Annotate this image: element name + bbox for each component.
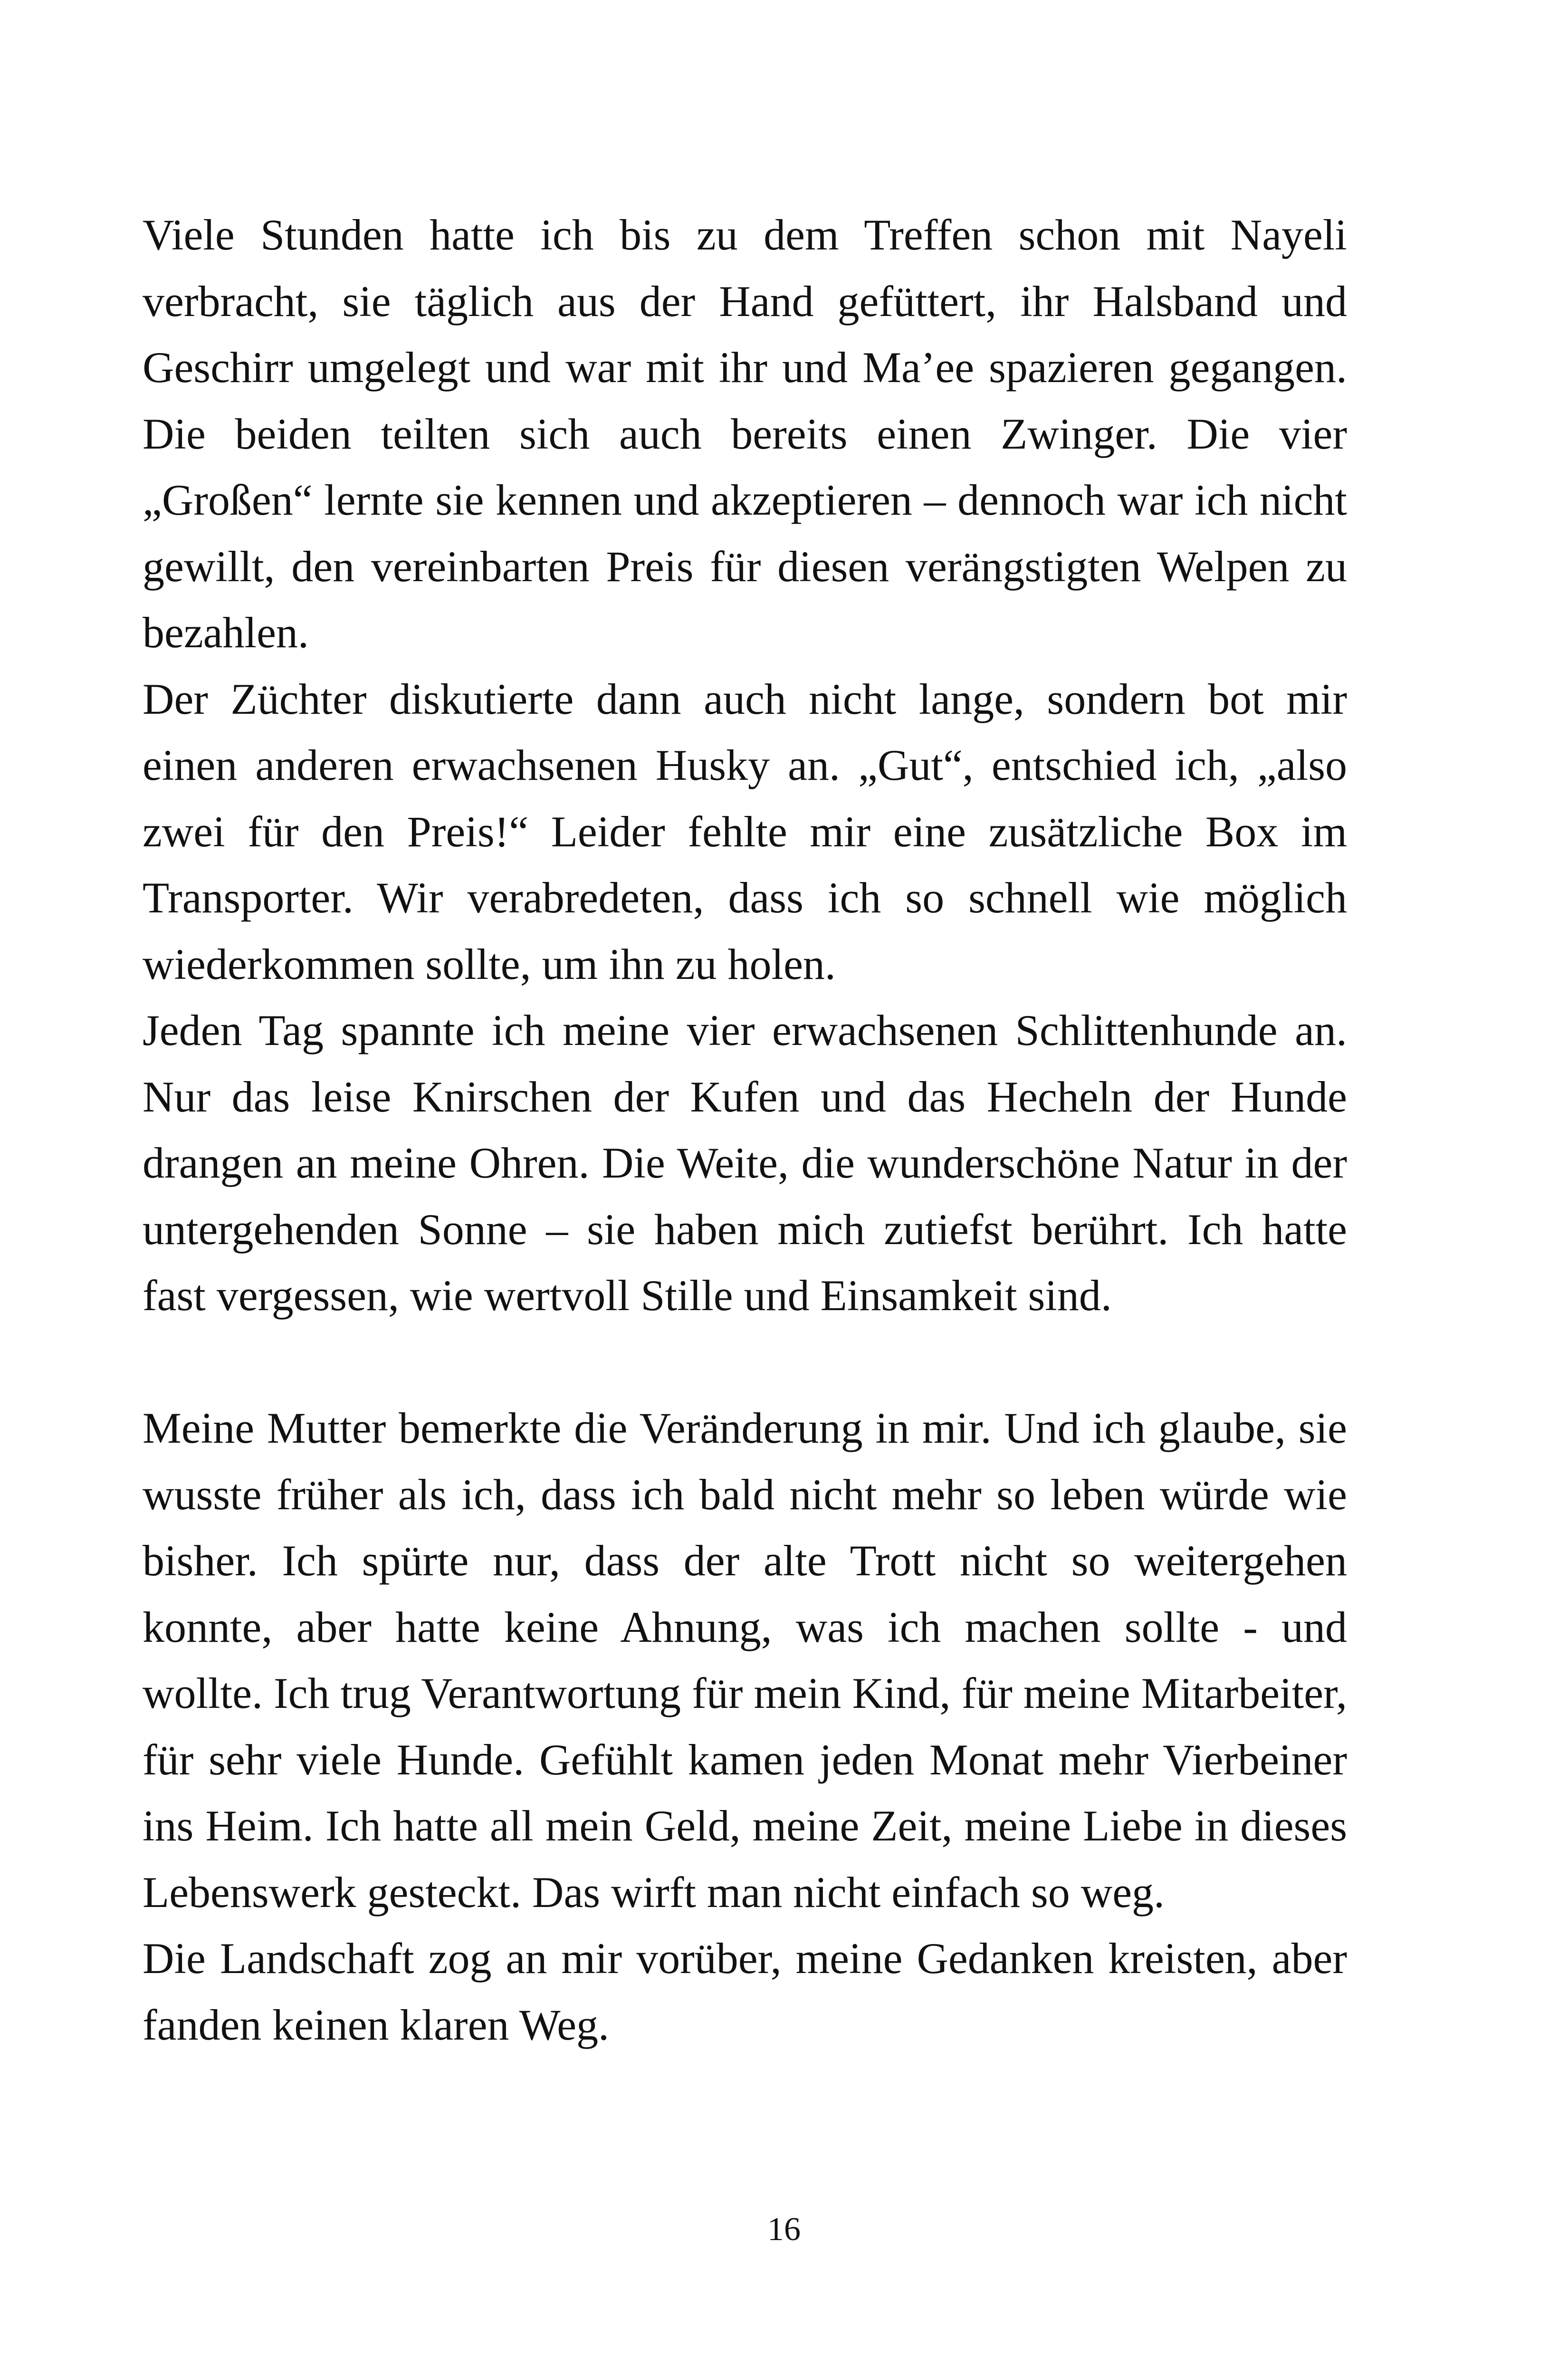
paragraph-3: Jeden Tag spannte ich meine vier erwachsenen Schlittenhunde an. Nur das leise Knirschen der Kufen und das Hecheln der Hunde drangen an meine Ohren. Die Weite, die wunderschöne Natur in der untergehenden Sonne – sie haben mich zutiefst berührt. Ich hatte fast vergessen, wie wertvoll Stille und Einsamkeit sind. — [143, 1006, 1347, 1320]
paragraph-5: Die Landschaft zog an mir vorüber, meine Gedanken kreisten, aber fanden keinen klaren Weg. — [143, 1934, 1347, 2049]
page-number: 16 — [767, 2211, 801, 2248]
paragraph-2: Der Züchter diskutierte dann auch nicht lange, sondern bot mir einen anderen erwachsenen Husky an. „Gut“, entschied ich, „also zwei für den Preis!“ Leider fehlte mir eine zusätzliche Box im Transporter. Wir verabredeten, dass ich so schnell wie möglich wiederkommen sollte, um ihn zu holen. — [143, 674, 1347, 988]
paragraph-4: Meine Mutter bemerkte die Veränderung in mir. Und ich glaube, sie wusste früher als ich, dass ich bald nicht mehr so leben würde wie bisher. Ich spürte nur, dass der alte Trott nicht so weitergehen konnte, aber hatte keine Ahnung, was ich machen sollte - und wollte. Ich trug Verantwortung für mein Kind, für meine Mitarbeiter, für sehr viele Hunde. Gefühlt kamen jeden Monat mehr Vierbeiner ins Heim. Ich hatte all mein Geld, meine Zeit, meine Liebe in dieses Lebenswerk gesteckt. Das wirft man nicht einfach so weg. — [143, 1404, 1347, 1916]
section-break — [143, 1329, 1347, 1396]
paragraph-1: Viele Stunden hatte ich bis zu dem Treffen schon mit Nayeli verbracht, sie täglich aus der Hand gefüttert, ihr Halsband und Geschirr umgelegt und war mit ihr und Ma’ee spazieren gegangen. Die beiden teilten sich auch bereits einen Zwinger. Die vier „Großen“ lernte sie kennen und akzeptieren – dennoch war ich nicht gewillt, den vereinbarten Preis für diesen verängstigten Welpen zu bezahlen. — [143, 211, 1347, 657]
body-text — [143, 202, 1347, 2058]
